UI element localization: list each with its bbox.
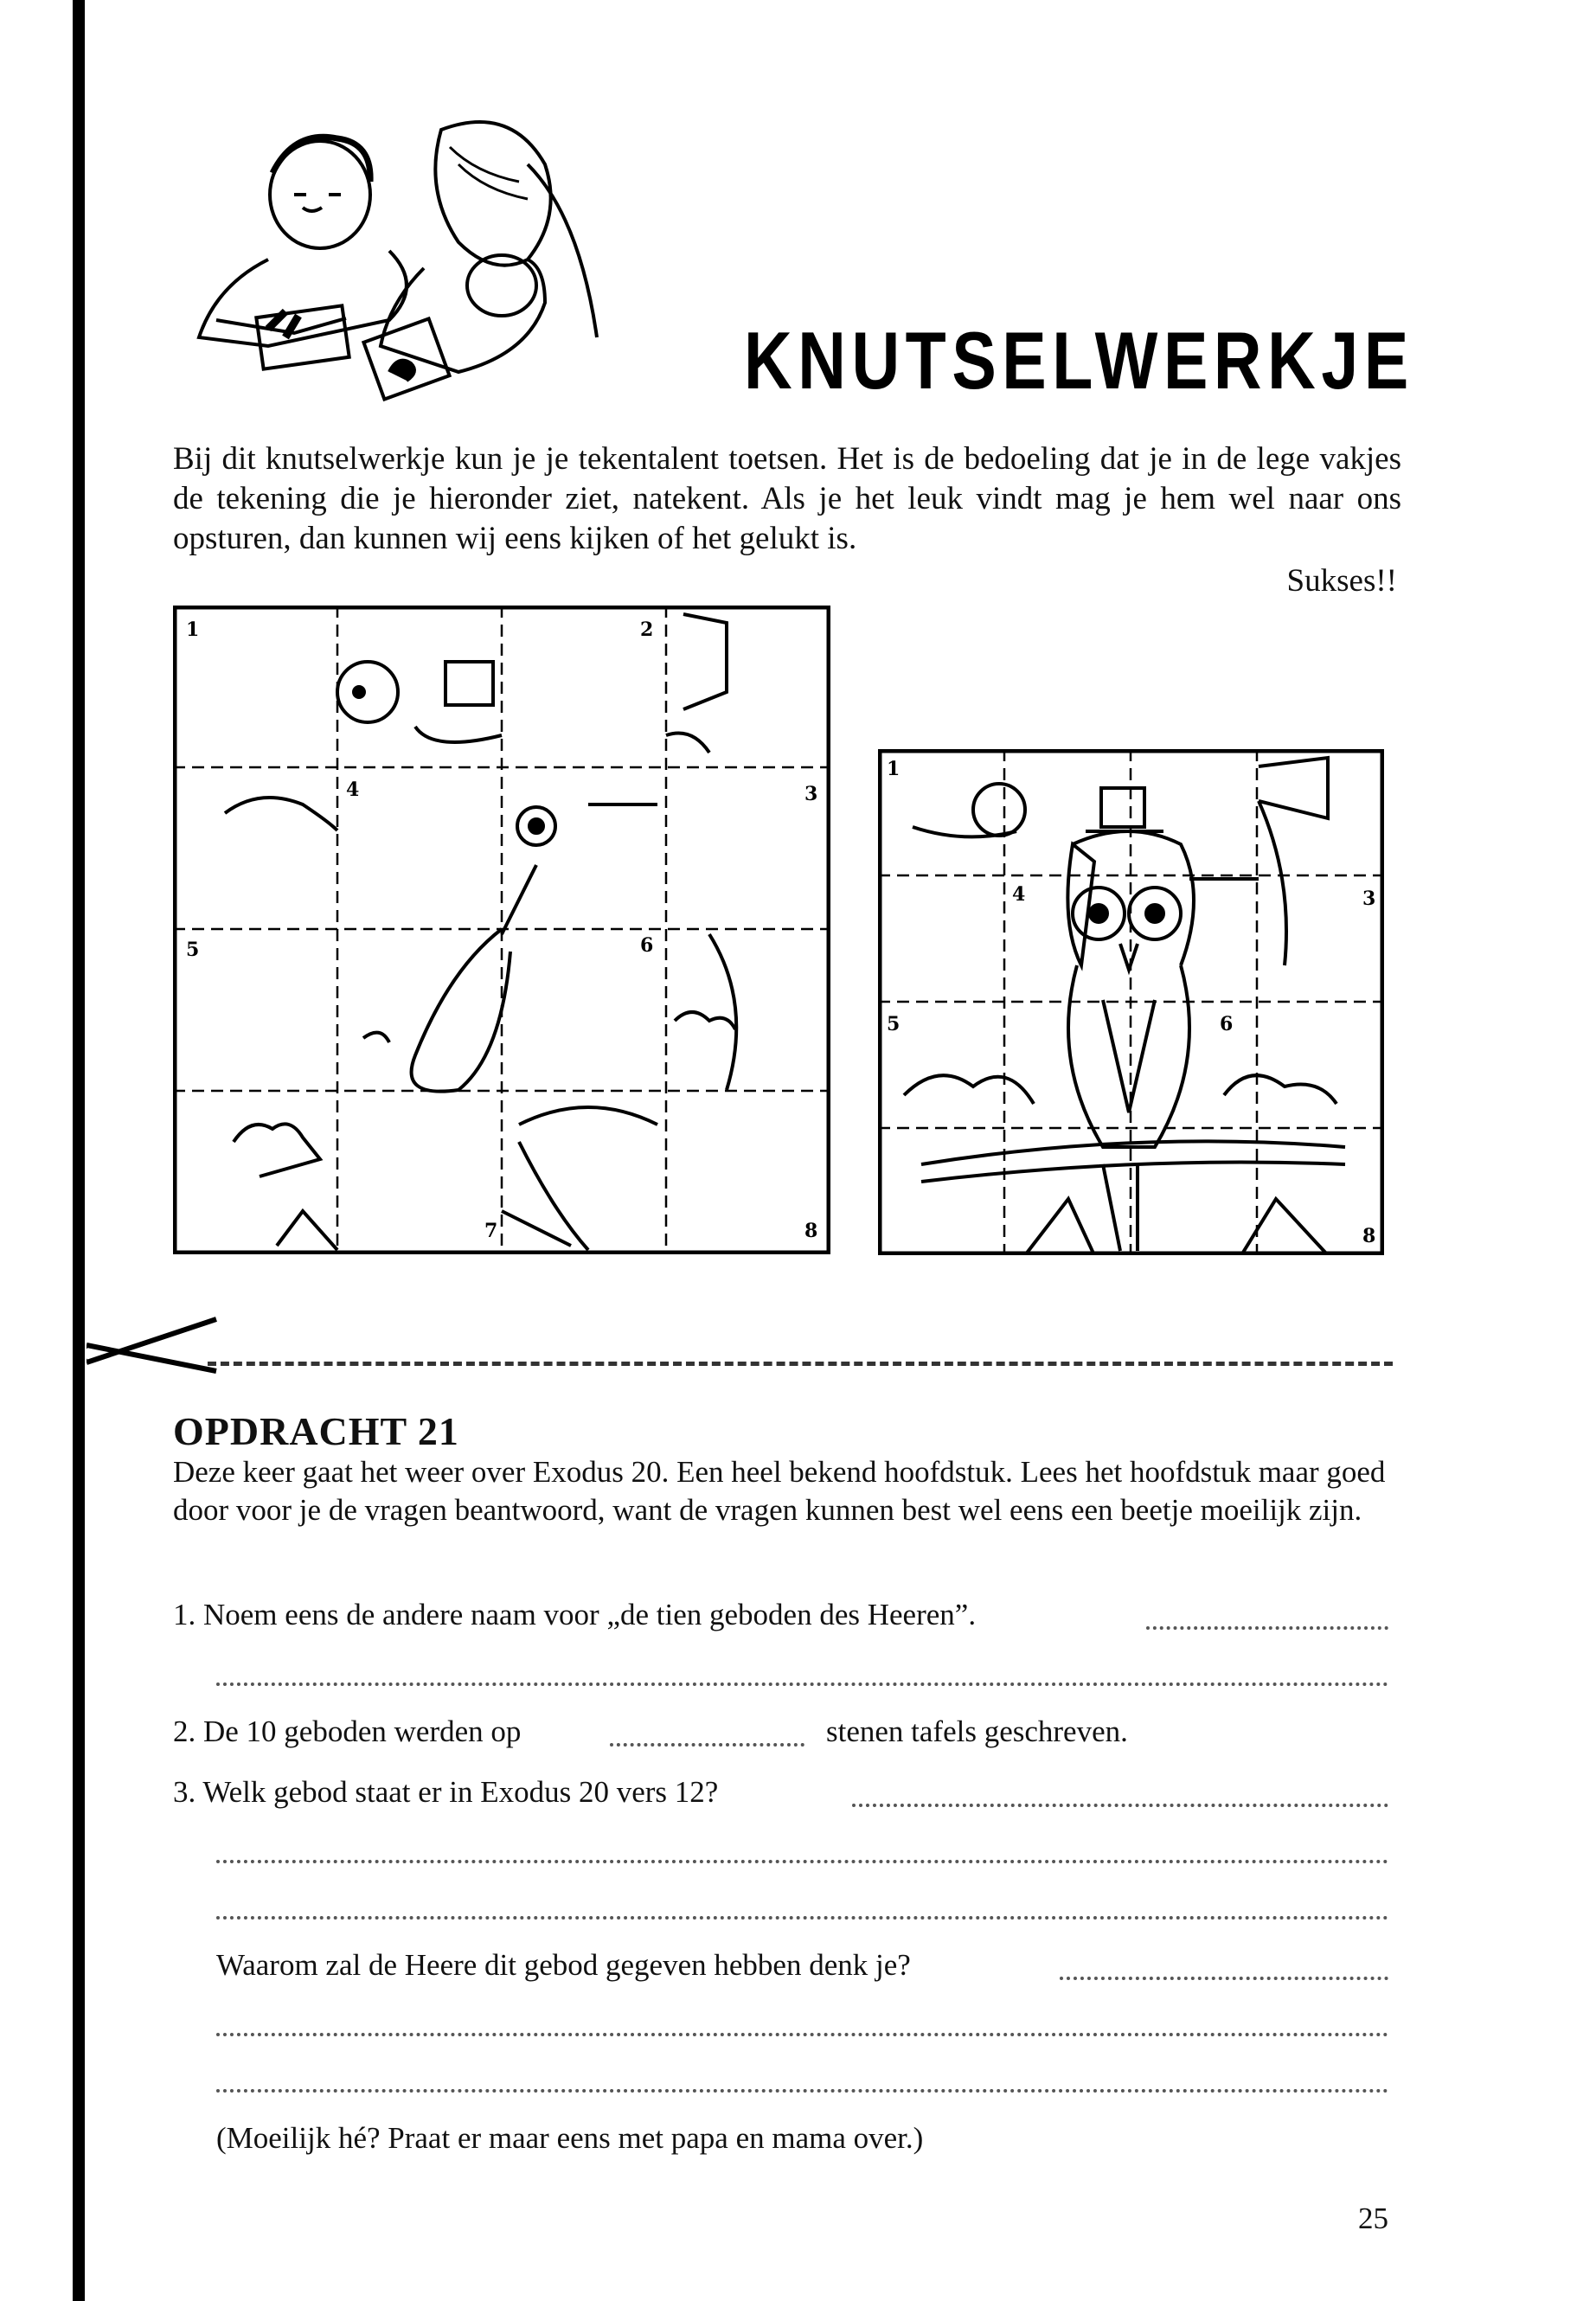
grid-left-label-7: 7 (484, 1220, 498, 1242)
closing-note: (Moeilijk hé? Praat er maar eens met papa en mama over.) (216, 2121, 924, 2155)
grid-left-label-6: 6 (640, 934, 654, 957)
page-title: KNUTSELWERKJE (744, 315, 1414, 406)
grid-left-label-3: 3 (804, 783, 818, 805)
grid-right-label-3: 3 (1362, 888, 1376, 910)
cut-line (208, 1362, 1393, 1366)
grid-left-label-1: 1 (186, 619, 200, 641)
grid-left-label-2: 2 (640, 619, 654, 641)
page-number: 25 (1358, 2202, 1388, 2235)
page-spine-bar (73, 0, 85, 2301)
answer-line-1a[interactable] (1146, 1626, 1388, 1630)
owl-reference-drawing-icon (878, 749, 1384, 1255)
scrambled-owl-grid-icon (173, 606, 830, 1254)
answer-line-3b[interactable] (216, 1860, 1388, 1863)
grid-right-label-6: 6 (1220, 1013, 1234, 1035)
children-drawing-illustration (164, 112, 718, 415)
opdracht-intro: Deze keer gaat het weer over Exodus 20. Een heel bekend hoofdstuk. Lees het hoofdstuk maar goed door voor je de vragen beantwoord, want de vragen kunnen best wel eens een beetje moeilijk zijn. (173, 1455, 1386, 1527)
scissors-icon (87, 1311, 242, 1380)
question-3: 3. Welk gebod staat er in Exodus 20 vers 12? (173, 1775, 719, 1809)
question-1: 1. Noem eens de andere naam voor „de tien geboden des Heeren”. (173, 1598, 977, 1631)
answer-line-2[interactable] (610, 1743, 804, 1747)
grid-right-label-8: 8 (1362, 1225, 1376, 1247)
grid-left-label-8: 8 (804, 1220, 818, 1242)
sign-off: Sukses!! (1286, 563, 1397, 599)
opdracht-heading: OPDRACHT 21 (173, 1409, 459, 1453)
intro-paragraph: Bij dit knutselwerkje kun je je tekentalent toetsen. Het is de bedoeling dat je in de lege vakjes de tekening die je hieronder ziet, natekent. Als je het leuk vindt mag je hem wel naar ons opsturen, dan kunnen wij eens kijken of het gelukt is. (173, 441, 1401, 556)
grid-right-label-5: 5 (887, 1013, 901, 1035)
grid-right-label-4: 4 (1012, 883, 1026, 906)
grid-right-label-1: 1 (887, 758, 901, 780)
answer-line-1b[interactable] (216, 1682, 1388, 1686)
question-3-followup: Waarom zal de Heere dit gebod gegeven hebben denk je? (216, 1948, 911, 1982)
answer-line-3a[interactable] (852, 1804, 1388, 1807)
answer-line-3e[interactable] (216, 2033, 1388, 2036)
question-2-end: stenen tafels geschreven. (826, 1715, 1128, 1748)
grid-left-label-4: 4 (346, 779, 360, 801)
answer-line-3d[interactable] (1060, 1977, 1388, 1980)
grid-left-label-5: 5 (186, 939, 200, 961)
question-2-start: 2. De 10 geboden werden op (173, 1715, 522, 1748)
answer-line-3f[interactable] (216, 2089, 1388, 2093)
answer-line-3c[interactable] (216, 1916, 1388, 1920)
